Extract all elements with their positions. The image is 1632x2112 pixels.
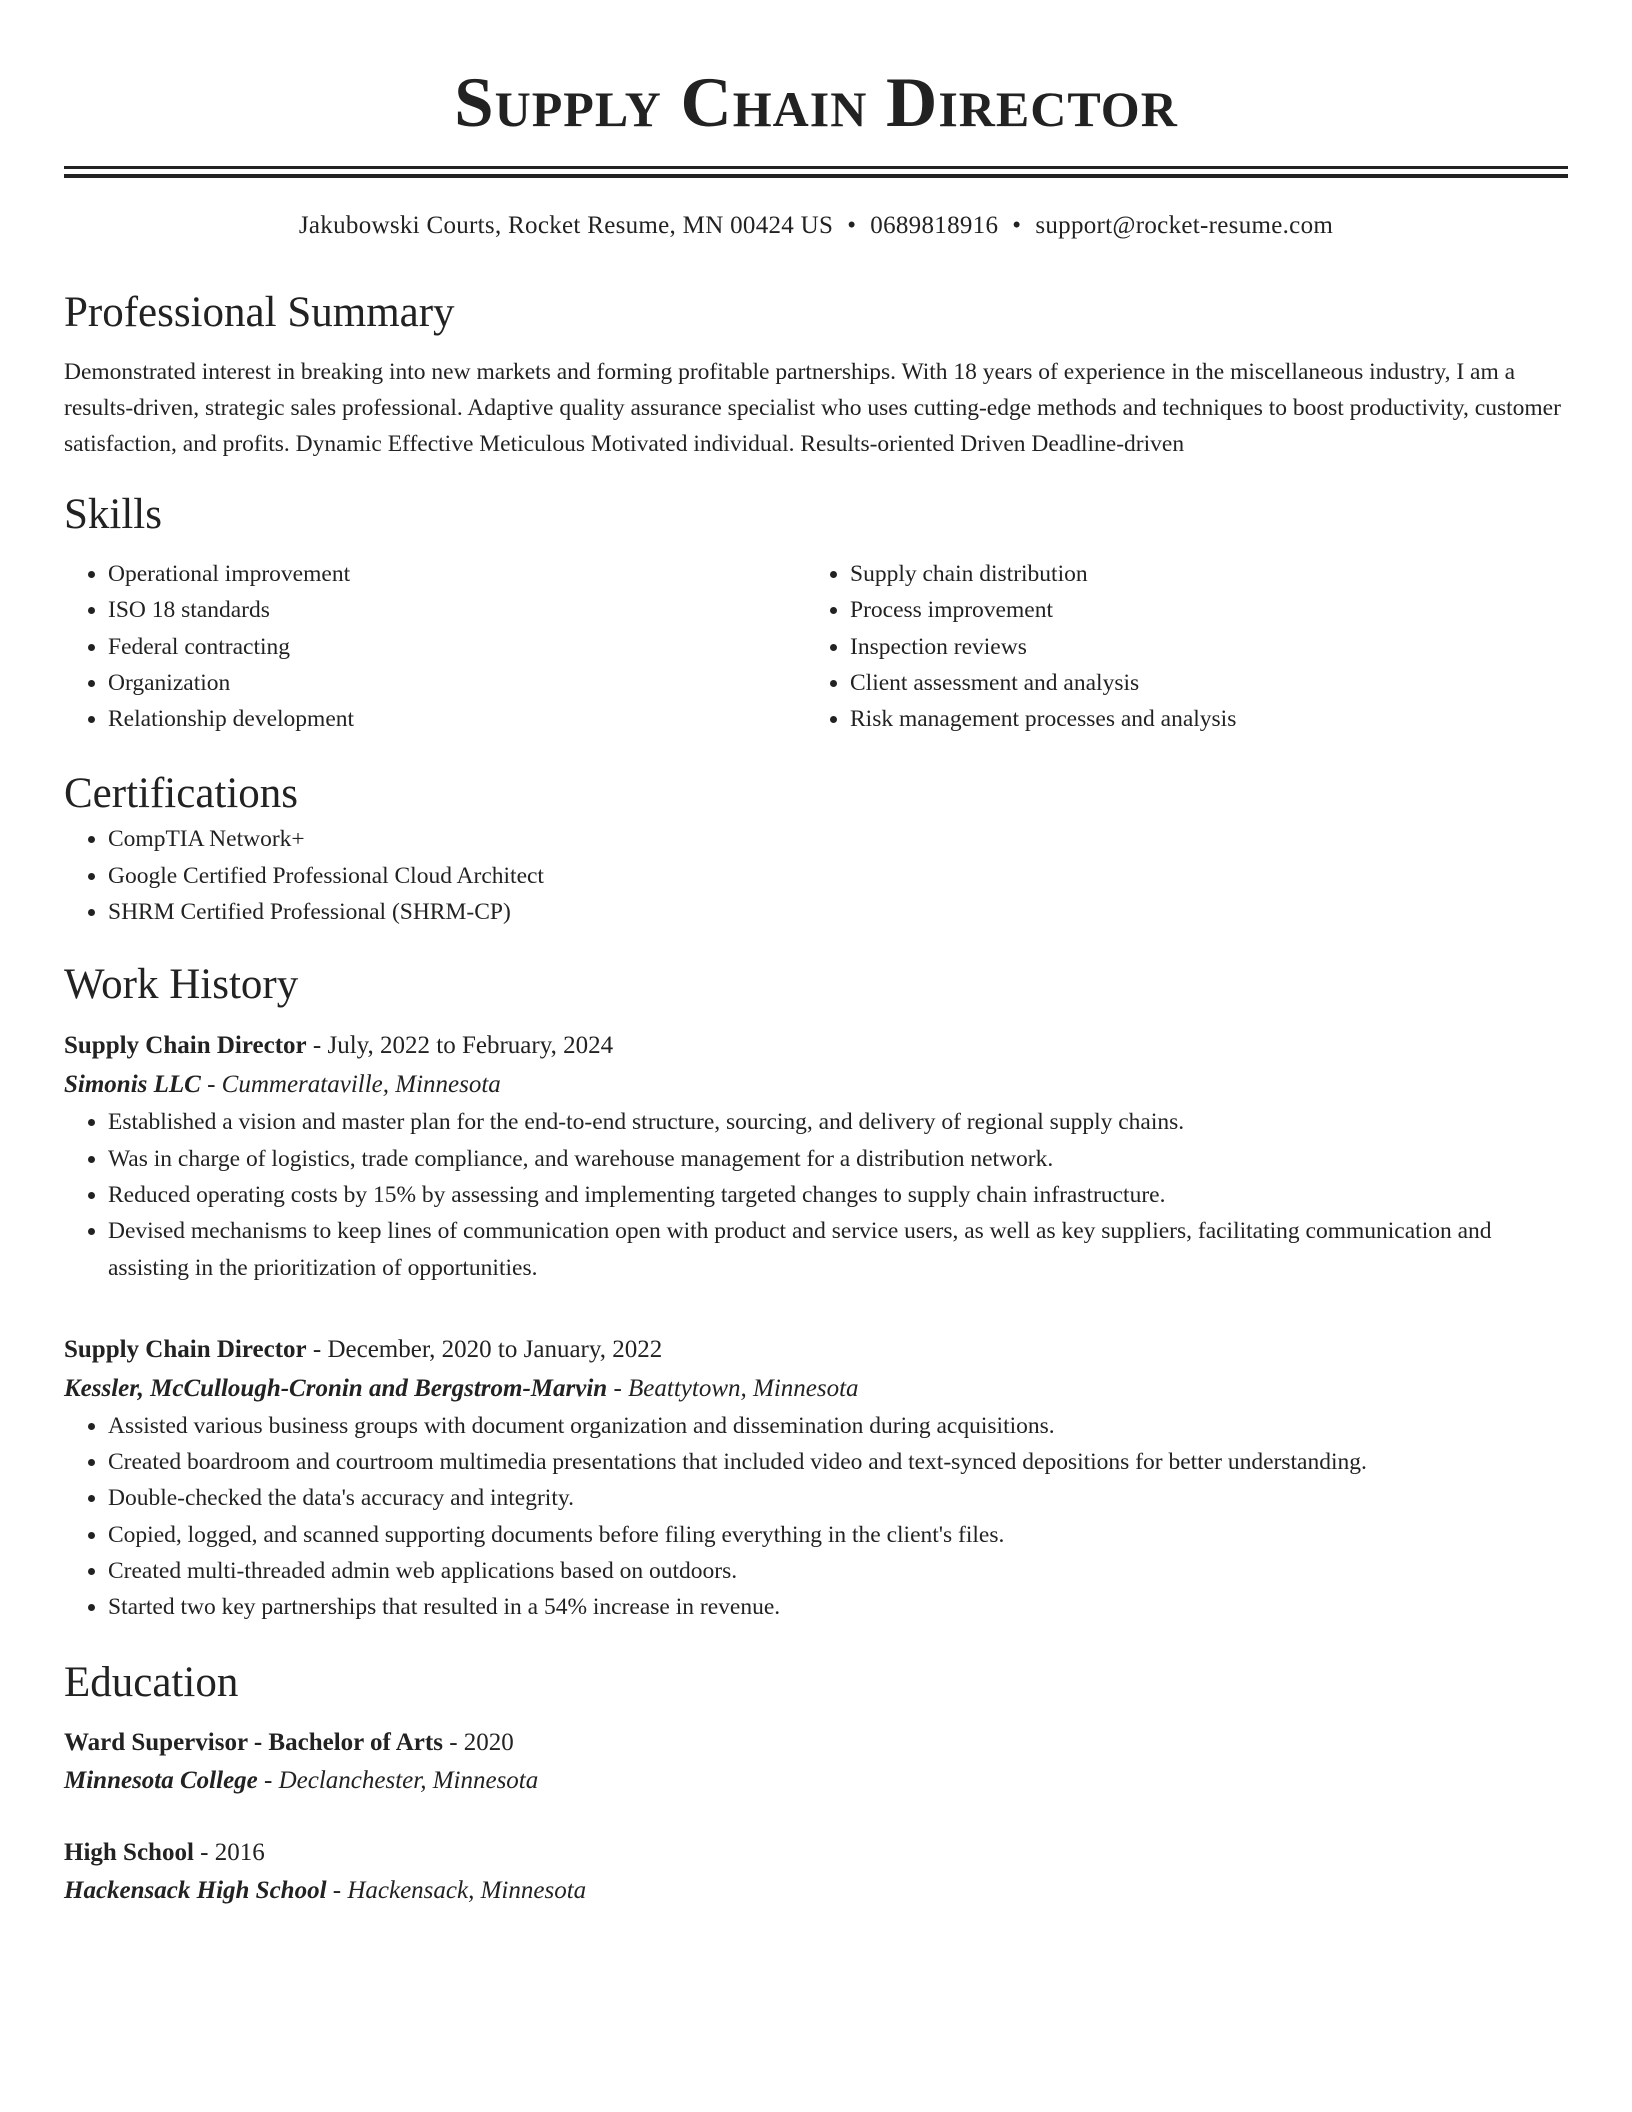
skills-columns bbox=[64, 556, 1568, 737]
summary-heading: Professional Summary bbox=[64, 289, 455, 336]
resume-page bbox=[64, 0, 1568, 1910]
job-company: Simonis LLC bbox=[64, 1071, 201, 1099]
job-title: Supply Chain Director bbox=[64, 1032, 307, 1060]
job-duty-item: • Created multi-threaded admin web applications based on outdoors. bbox=[108, 1553, 1568, 1589]
skill-item: • Operational improvement bbox=[108, 556, 806, 592]
resume-title: Supply Chain Director bbox=[454, 64, 1178, 142]
education-school-line bbox=[64, 1762, 1568, 1800]
skill-item: • Process improvement bbox=[850, 592, 1568, 628]
job-duty-item: • Reduced operating costs by 15% by assessing and implementing targeted changes to supply chain infrastructure. bbox=[108, 1177, 1568, 1213]
job-dates: - December, 2020 to January, 2022 bbox=[306, 1335, 663, 1363]
contact-separator: • bbox=[1012, 212, 1022, 239]
education-degree-line bbox=[64, 1724, 1568, 1762]
job-duty-item: • Devised mechanisms to keep lines of communication open with product and service users, as well as key suppliers, facilitating communication and assisting in the prioritization of opportunities. bbox=[108, 1213, 1568, 1286]
job-duty-item: • Was in charge of logistics, trade compliance, and warehouse management for a distribution network. bbox=[108, 1141, 1568, 1177]
education-entry bbox=[64, 1834, 1568, 1910]
job-company-line bbox=[64, 1066, 1568, 1104]
skill-item: • Federal contracting bbox=[108, 629, 806, 665]
education-school: Minnesota College bbox=[64, 1766, 258, 1794]
certification-item: • Google Certified Professional Cloud Architect bbox=[108, 858, 1568, 894]
skills-heading: Skills bbox=[64, 491, 162, 538]
job-duty-item: • Assisted various business groups with document organization and dissemination during acquisitions. bbox=[108, 1408, 1568, 1444]
skills-list-right bbox=[806, 556, 1568, 737]
job-company-line bbox=[64, 1370, 1568, 1408]
job-duty-item: • Created boardroom and courtroom multimedia presentations that included video and text-synced depositions for better understanding. bbox=[108, 1444, 1568, 1480]
job-title: Supply Chain Director bbox=[64, 1335, 307, 1363]
job-title-line bbox=[64, 1026, 1568, 1066]
job-company: Kessler, McCullough-Cronin and Bergstrom-Marvin bbox=[64, 1374, 608, 1402]
contact-line bbox=[64, 208, 1568, 244]
job-duty-item: • Established a vision and master plan for the end-to-end structure, sourcing, and delivery of regional supply chains. bbox=[108, 1104, 1568, 1140]
education-location: - Hackensack, Minnesota bbox=[326, 1876, 587, 1904]
job-duty-item: • Copied, logged, and scanned supporting documents before filing everything in the client's files. bbox=[108, 1517, 1568, 1553]
job-duties-list bbox=[64, 1104, 1568, 1285]
certifications-list bbox=[64, 821, 1568, 930]
education-degree-line bbox=[64, 1834, 1568, 1872]
education-year: - 2016 bbox=[193, 1838, 265, 1866]
skill-item: • Organization bbox=[108, 665, 806, 701]
contact-phone: 0689818916 bbox=[870, 212, 999, 239]
skill-item: • Relationship development bbox=[108, 701, 806, 737]
education-degree: Ward Supervisor - Bachelor of Arts bbox=[64, 1728, 443, 1756]
education-school-line bbox=[64, 1872, 1568, 1910]
education-heading: Education bbox=[64, 1658, 239, 1706]
certification-item: • SHRM Certified Professional (SHRM-CP) bbox=[108, 894, 1568, 930]
skill-item: • ISO 18 standards bbox=[108, 592, 806, 628]
education-location: - Declanchester, Minnesota bbox=[257, 1766, 539, 1794]
job-location: - Cummerataville, Minnesota bbox=[200, 1071, 501, 1099]
skill-item: • Risk management processes and analysis bbox=[850, 701, 1568, 737]
contact-separator: • bbox=[847, 212, 857, 239]
work-history-heading: Work History bbox=[64, 961, 299, 1009]
skill-item: • Inspection reviews bbox=[850, 629, 1568, 665]
skills-column-left bbox=[64, 556, 806, 737]
job-dates: - July, 2022 to February, 2024 bbox=[306, 1032, 614, 1060]
job-title-line bbox=[64, 1330, 1568, 1370]
skills-list-left bbox=[64, 556, 806, 737]
skill-item: • Client assessment and analysis bbox=[850, 665, 1568, 701]
job-entry bbox=[64, 1330, 1568, 1626]
job-duty-item: • Started two key partnerships that resulted in a 54% increase in revenue. bbox=[108, 1589, 1568, 1625]
job-entry bbox=[64, 1026, 1568, 1285]
education-entry bbox=[64, 1724, 1568, 1800]
title-double-rule bbox=[64, 166, 1568, 178]
education-degree: High School bbox=[64, 1838, 194, 1866]
job-location: - Beattytown, Minnesota bbox=[607, 1374, 859, 1402]
contact-address: Jakubowski Courts, Rocket Resume, MN 00424 US bbox=[298, 212, 834, 239]
skills-column-right bbox=[806, 556, 1568, 737]
certifications-heading: Certifications bbox=[64, 770, 299, 818]
certification-item: • CompTIA Network+ bbox=[108, 821, 1568, 857]
job-duties-list bbox=[64, 1408, 1568, 1626]
skill-item: • Supply chain distribution bbox=[850, 556, 1568, 592]
contact-email: support@rocket-resume.com bbox=[1035, 212, 1334, 239]
education-year: - 2020 bbox=[442, 1728, 514, 1756]
job-duty-item: • Double-checked the data's accuracy and integrity. bbox=[108, 1480, 1568, 1516]
summary-text: Demonstrated interest in breaking into new markets and forming profitable partnerships. With 18 years of experience in the miscellaneous industry, I am a results-driven, strategic sales professional. Adaptive quality assurance specialist who uses cutting-edge methods and techniques to boost productivity, customer satisfaction, and profits. Dynamic Effective Meticulous Motivated individual. Results-oriented Driven Deadline-driven bbox=[64, 359, 1561, 457]
education-school: Hackensack High School bbox=[64, 1876, 327, 1904]
